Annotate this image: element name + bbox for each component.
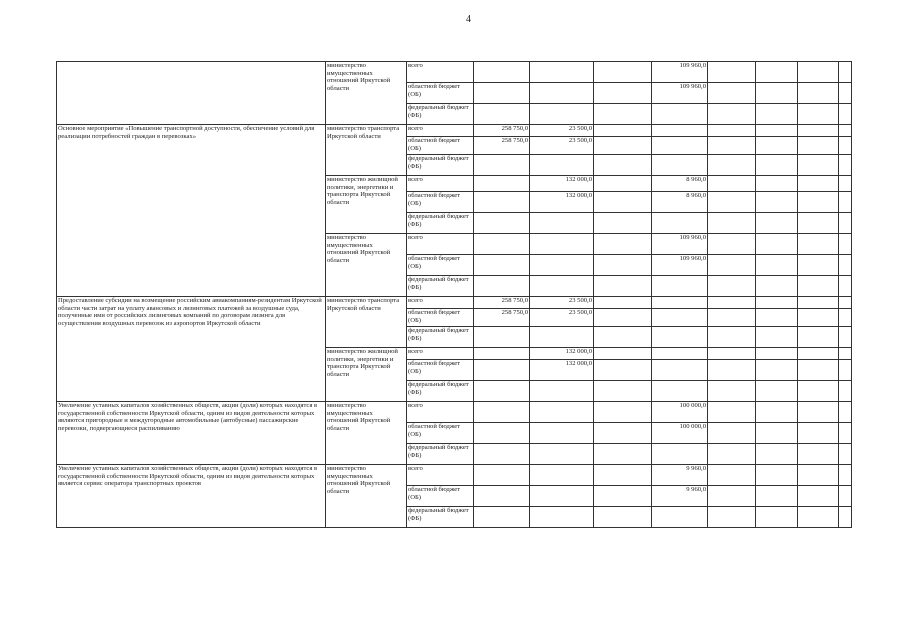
empty-cell	[798, 213, 839, 234]
empty-cell	[708, 213, 756, 234]
empty-cell	[594, 444, 652, 465]
table-row	[57, 465, 852, 486]
empty-cell	[839, 125, 852, 137]
source-cell: федеральный бюджет (ФБ)	[407, 155, 474, 176]
empty-cell	[708, 125, 756, 137]
empty-cell	[708, 507, 756, 528]
table-row	[57, 402, 852, 423]
empty-cell	[756, 234, 798, 255]
empty-cell	[474, 234, 530, 255]
value-cell: 23 500,0	[530, 309, 594, 327]
source-cell: областной бюджет (ОБ)	[407, 423, 474, 444]
source-cell: всего	[407, 348, 474, 360]
empty-cell	[530, 213, 594, 234]
empty-cell	[474, 360, 530, 381]
executor-cell: министерство жилищной политики, энергетики и транспорта Иркутской области	[326, 348, 407, 402]
empty-cell	[798, 176, 839, 192]
value-cell: 23 500,0	[530, 137, 594, 155]
executor-cell: министерство имущественных отношений Иркутской области	[326, 465, 407, 528]
source-cell: федеральный бюджет (ФБ)	[407, 104, 474, 125]
executor-cell: министерство транспорта Иркутской области	[326, 297, 407, 348]
empty-cell	[594, 465, 652, 486]
empty-cell	[708, 62, 756, 83]
source-cell: всего	[407, 465, 474, 486]
empty-cell	[530, 234, 594, 255]
empty-cell	[798, 255, 839, 276]
empty-cell	[708, 104, 756, 125]
empty-cell	[839, 309, 852, 327]
empty-cell	[474, 276, 530, 297]
empty-cell	[594, 62, 652, 83]
executor-cell: министерство имущественных отношений Иркутской области	[326, 62, 407, 125]
source-cell: федеральный бюджет (ФБ)	[407, 444, 474, 465]
empty-cell	[708, 255, 756, 276]
empty-cell	[756, 309, 798, 327]
value-cell: 9 960,0	[652, 465, 708, 486]
table-row	[57, 62, 852, 83]
value-cell: 100 000,0	[652, 423, 708, 444]
empty-cell	[839, 104, 852, 125]
empty-cell	[530, 465, 594, 486]
source-cell: всего	[407, 402, 474, 423]
executor-cell: министерство транспорта Иркутской области	[326, 125, 407, 176]
empty-cell	[652, 507, 708, 528]
value-cell: 132 000,0	[530, 348, 594, 360]
empty-cell	[839, 486, 852, 507]
empty-cell	[594, 213, 652, 234]
empty-cell	[756, 176, 798, 192]
empty-cell	[474, 444, 530, 465]
empty-cell	[798, 125, 839, 137]
value-cell: 109 960,0	[652, 62, 708, 83]
empty-cell	[756, 83, 798, 104]
empty-cell	[652, 104, 708, 125]
empty-cell	[594, 176, 652, 192]
empty-cell	[708, 155, 756, 176]
empty-cell	[756, 444, 798, 465]
value-cell: 132 000,0	[530, 360, 594, 381]
empty-cell	[474, 381, 530, 402]
source-cell: всего	[407, 297, 474, 309]
source-cell: областной бюджет (ОБ)	[407, 255, 474, 276]
empty-cell	[594, 137, 652, 155]
empty-cell	[474, 465, 530, 486]
empty-cell	[652, 444, 708, 465]
empty-cell	[756, 276, 798, 297]
empty-cell	[839, 297, 852, 309]
value-cell: 100 000,0	[652, 402, 708, 423]
empty-cell	[839, 381, 852, 402]
empty-cell	[708, 486, 756, 507]
empty-cell	[798, 348, 839, 360]
empty-cell	[594, 360, 652, 381]
empty-cell	[708, 327, 756, 348]
empty-cell	[839, 465, 852, 486]
empty-cell	[652, 327, 708, 348]
empty-cell	[756, 255, 798, 276]
empty-cell	[474, 423, 530, 444]
empty-cell	[839, 137, 852, 155]
source-cell: федеральный бюджет (ФБ)	[407, 507, 474, 528]
empty-cell	[756, 62, 798, 83]
empty-cell	[594, 423, 652, 444]
empty-cell	[839, 348, 852, 360]
empty-cell	[756, 402, 798, 423]
activity-cell: Увеличение уставных капиталов хозяйственных обществ, акции (доли) которых находятся в государственной собственности Иркутской области, одним из видов деятельности которых является сервис оператора транспортных проектов	[57, 465, 326, 528]
empty-cell	[530, 381, 594, 402]
empty-cell	[798, 444, 839, 465]
empty-cell	[652, 213, 708, 234]
empty-cell	[798, 192, 839, 213]
source-cell: областной бюджет (ОБ)	[407, 192, 474, 213]
empty-cell	[839, 360, 852, 381]
value-cell: 258 750,0	[474, 125, 530, 137]
empty-cell	[530, 444, 594, 465]
source-cell: областной бюджет (ОБ)	[407, 360, 474, 381]
source-cell: областной бюджет (ОБ)	[407, 83, 474, 104]
empty-cell	[652, 309, 708, 327]
source-cell: федеральный бюджет (ФБ)	[407, 327, 474, 348]
empty-cell	[839, 255, 852, 276]
value-cell: 132 000,0	[530, 176, 594, 192]
empty-cell	[530, 507, 594, 528]
empty-cell	[708, 381, 756, 402]
empty-cell	[839, 327, 852, 348]
empty-cell	[474, 192, 530, 213]
empty-cell	[474, 83, 530, 104]
empty-cell	[798, 423, 839, 444]
empty-cell	[594, 125, 652, 137]
empty-cell	[708, 234, 756, 255]
value-cell: 132 000,0	[530, 192, 594, 213]
empty-cell	[839, 62, 852, 83]
empty-cell	[839, 192, 852, 213]
empty-cell	[474, 155, 530, 176]
empty-cell	[652, 297, 708, 309]
table-row	[57, 297, 852, 309]
empty-cell	[798, 104, 839, 125]
empty-cell	[474, 486, 530, 507]
empty-cell	[708, 297, 756, 309]
value-cell: 9 960,0	[652, 486, 708, 507]
empty-cell	[474, 213, 530, 234]
value-cell: 109 960,0	[652, 234, 708, 255]
empty-cell	[756, 213, 798, 234]
source-cell: областной бюджет (ОБ)	[407, 486, 474, 507]
value-cell: 23 500,0	[530, 297, 594, 309]
empty-cell	[708, 137, 756, 155]
empty-cell	[530, 402, 594, 423]
empty-cell	[652, 348, 708, 360]
budget-table	[56, 61, 852, 528]
empty-cell	[708, 176, 756, 192]
empty-cell	[594, 104, 652, 125]
empty-cell	[756, 381, 798, 402]
source-cell: всего	[407, 62, 474, 83]
empty-cell	[708, 348, 756, 360]
empty-cell	[798, 507, 839, 528]
empty-cell	[530, 327, 594, 348]
empty-cell	[708, 83, 756, 104]
empty-cell	[798, 297, 839, 309]
empty-cell	[708, 276, 756, 297]
empty-cell	[594, 381, 652, 402]
empty-cell	[652, 360, 708, 381]
empty-cell	[798, 402, 839, 423]
empty-cell	[756, 297, 798, 309]
empty-cell	[594, 327, 652, 348]
empty-cell	[798, 465, 839, 486]
empty-cell	[530, 276, 594, 297]
value-cell: 258 750,0	[474, 297, 530, 309]
activity-cell: Увеличение уставных капиталов хозяйственных обществ, акции (доли) которых находятся в государственной собственности Иркутской области, одним из видов деятельности которых являются пригородные и междугородные автомобильные (автобусные) пассажирские перевозки, подвергающиеся распиливанию	[57, 402, 326, 465]
empty-cell	[530, 486, 594, 507]
empty-cell	[756, 507, 798, 528]
empty-cell	[756, 465, 798, 486]
empty-cell	[530, 423, 594, 444]
empty-cell	[798, 381, 839, 402]
empty-cell	[708, 360, 756, 381]
empty-cell	[839, 213, 852, 234]
empty-cell	[652, 381, 708, 402]
empty-cell	[839, 234, 852, 255]
empty-cell	[756, 104, 798, 125]
empty-cell	[798, 360, 839, 381]
empty-cell	[594, 297, 652, 309]
empty-cell	[708, 465, 756, 486]
empty-cell	[839, 402, 852, 423]
empty-cell	[474, 62, 530, 83]
value-cell: 8 960,0	[652, 176, 708, 192]
empty-cell	[798, 486, 839, 507]
value-cell: 8 960,0	[652, 192, 708, 213]
empty-cell	[756, 423, 798, 444]
empty-cell	[756, 155, 798, 176]
empty-cell	[530, 104, 594, 125]
value-cell: 23 500,0	[530, 125, 594, 137]
empty-cell	[530, 83, 594, 104]
empty-cell	[839, 507, 852, 528]
empty-cell	[798, 137, 839, 155]
empty-cell	[594, 276, 652, 297]
empty-cell	[708, 192, 756, 213]
source-cell: всего	[407, 176, 474, 192]
empty-cell	[594, 234, 652, 255]
source-cell: областной бюджет (ОБ)	[407, 137, 474, 155]
empty-cell	[594, 192, 652, 213]
empty-cell	[474, 348, 530, 360]
empty-cell	[756, 327, 798, 348]
empty-cell	[798, 327, 839, 348]
source-cell: федеральный бюджет (ФБ)	[407, 213, 474, 234]
empty-cell	[756, 137, 798, 155]
empty-cell	[474, 507, 530, 528]
activity-cell: Основное мероприятие «Повышение транспортной доступности, обеспечение условий для реализации потребностей граждан в перевозках»	[57, 125, 326, 297]
activity-cell: Предоставление субсидии на возмещение российским авиакомпаниям-резидентам Иркутской области части затрат на уплату авансовых и лизинговых платежей за воздушные суда, полученные ими от российских лизинговых компаний по договорам лизинга для осуществления воздушных перевозок из аэропортов Иркутской области	[57, 297, 326, 402]
empty-cell	[594, 155, 652, 176]
executor-cell: министерство имущественных отношений Иркутской области	[326, 402, 407, 465]
empty-cell	[530, 255, 594, 276]
page-number: 4	[466, 14, 471, 25]
empty-cell	[652, 137, 708, 155]
empty-cell	[839, 83, 852, 104]
empty-cell	[756, 360, 798, 381]
source-cell: всего	[407, 125, 474, 137]
value-cell: 109 960,0	[652, 83, 708, 104]
empty-cell	[839, 155, 852, 176]
empty-cell	[594, 255, 652, 276]
empty-cell	[530, 155, 594, 176]
empty-cell	[474, 104, 530, 125]
empty-cell	[798, 234, 839, 255]
source-cell: федеральный бюджет (ФБ)	[407, 276, 474, 297]
empty-cell	[594, 507, 652, 528]
empty-cell	[708, 402, 756, 423]
executor-cell: министерство жилищной политики, энергетики и транспорта Иркутской области	[326, 176, 407, 234]
empty-cell	[839, 444, 852, 465]
empty-cell	[798, 309, 839, 327]
empty-cell	[652, 125, 708, 137]
empty-cell	[798, 155, 839, 176]
value-cell: 109 960,0	[652, 255, 708, 276]
empty-cell	[756, 125, 798, 137]
empty-cell	[594, 309, 652, 327]
empty-cell	[756, 486, 798, 507]
empty-cell	[474, 402, 530, 423]
empty-cell	[652, 155, 708, 176]
empty-cell	[756, 348, 798, 360]
empty-cell	[708, 444, 756, 465]
empty-cell	[839, 423, 852, 444]
empty-cell	[474, 255, 530, 276]
empty-cell	[798, 83, 839, 104]
value-cell: 258 750,0	[474, 137, 530, 155]
empty-cell	[652, 276, 708, 297]
activity-cell	[57, 62, 326, 125]
source-cell: всего	[407, 234, 474, 255]
empty-cell	[839, 276, 852, 297]
source-cell: областной бюджет (ОБ)	[407, 309, 474, 327]
value-cell: 258 750,0	[474, 309, 530, 327]
empty-cell	[798, 62, 839, 83]
empty-cell	[839, 176, 852, 192]
empty-cell	[594, 486, 652, 507]
empty-cell	[474, 327, 530, 348]
empty-cell	[798, 276, 839, 297]
empty-cell	[594, 402, 652, 423]
empty-cell	[594, 83, 652, 104]
empty-cell	[708, 423, 756, 444]
source-cell: федеральный бюджет (ФБ)	[407, 381, 474, 402]
empty-cell	[594, 348, 652, 360]
empty-cell	[530, 62, 594, 83]
empty-cell	[474, 176, 530, 192]
executor-cell: министерство имущественных отношений Иркутской области	[326, 234, 407, 297]
table-row	[57, 125, 852, 137]
empty-cell	[756, 192, 798, 213]
empty-cell	[708, 309, 756, 327]
